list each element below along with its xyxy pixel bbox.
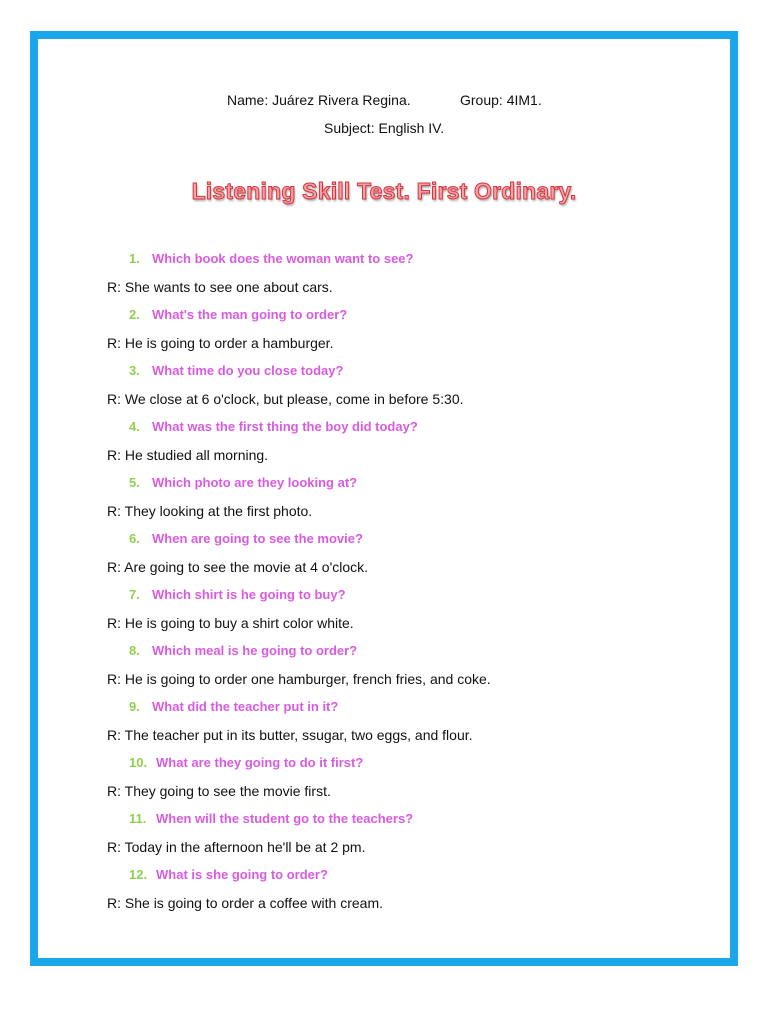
question-item bbox=[129, 755, 363, 770]
document-title: Listening Skill Test. First Ordinary. bbox=[191, 178, 577, 204]
question-number: 6. bbox=[129, 531, 140, 546]
question-number: 2. bbox=[129, 307, 140, 322]
question-text: What was the first thing the boy did today? bbox=[152, 419, 418, 434]
question-number: 7. bbox=[129, 587, 140, 602]
answer-item: R: They going to see the movie first. bbox=[107, 783, 331, 799]
question-text: What's the man going to order? bbox=[152, 307, 348, 322]
student-group: Group: 4IM1. bbox=[460, 92, 542, 108]
question-text: What is she going to order? bbox=[156, 867, 328, 882]
answer-item: R: He is going to order one hamburger, french fries, and coke. bbox=[107, 671, 491, 687]
question-text: What did the teacher put in it? bbox=[152, 699, 339, 714]
question-item bbox=[129, 475, 357, 490]
question-item bbox=[129, 419, 418, 434]
answer-item: R: We close at 6 o'clock, but please, come in before 5:30. bbox=[107, 391, 464, 407]
question-text: Which photo are they looking at? bbox=[152, 475, 358, 490]
answer-item: R: She wants to see one about cars. bbox=[107, 279, 333, 295]
question-number: 12. bbox=[129, 867, 148, 882]
question-number: 4. bbox=[129, 419, 140, 434]
question-item bbox=[129, 867, 328, 882]
question-text: When are going to see the movie? bbox=[152, 531, 363, 546]
answer-item: R: He studied all morning. bbox=[107, 447, 269, 463]
question-number: 11. bbox=[129, 811, 147, 826]
question-text: Which book does the woman want to see? bbox=[152, 251, 414, 266]
answer-item: R: He is going to buy a shirt color white. bbox=[107, 615, 354, 631]
question-item bbox=[129, 643, 357, 658]
answer-item: R: He is going to order a hamburger. bbox=[107, 335, 334, 351]
answer-item: R: They looking at the first photo. bbox=[107, 503, 313, 519]
question-number: 5. bbox=[129, 475, 140, 490]
question-text: Which shirt is he going to buy? bbox=[152, 587, 346, 602]
question-item bbox=[129, 251, 413, 266]
question-item bbox=[129, 363, 343, 378]
question-item bbox=[129, 587, 346, 602]
question-number: 8. bbox=[129, 643, 140, 658]
question-text: What time do you close today? bbox=[152, 363, 344, 378]
student-name: Name: Juárez Rivera Regina. bbox=[227, 92, 411, 108]
answer-item: R: Today in the afternoon he'll be at 2 pm. bbox=[107, 839, 366, 855]
question-text: Which meal is he going to order? bbox=[152, 643, 358, 658]
question-text: When will the student go to the teachers? bbox=[156, 811, 414, 826]
question-item bbox=[129, 307, 347, 322]
question-number: 1. bbox=[129, 251, 140, 266]
answer-item: R: The teacher put in its butter, ssugar, two eggs, and flour. bbox=[107, 727, 473, 743]
question-item bbox=[129, 531, 363, 546]
question-text: What are they going to do it first? bbox=[156, 755, 364, 770]
question-number: 10. bbox=[129, 755, 148, 770]
answer-item: R: Are going to see the movie at 4 o'clock. bbox=[107, 559, 369, 575]
answer-item: R: She is going to order a coffee with cream. bbox=[107, 895, 383, 911]
question-item bbox=[129, 811, 413, 826]
subject-line: Subject: English IV. bbox=[324, 120, 445, 136]
question-item bbox=[129, 699, 338, 714]
question-number: 3. bbox=[129, 363, 140, 378]
question-number: 9. bbox=[129, 699, 140, 714]
